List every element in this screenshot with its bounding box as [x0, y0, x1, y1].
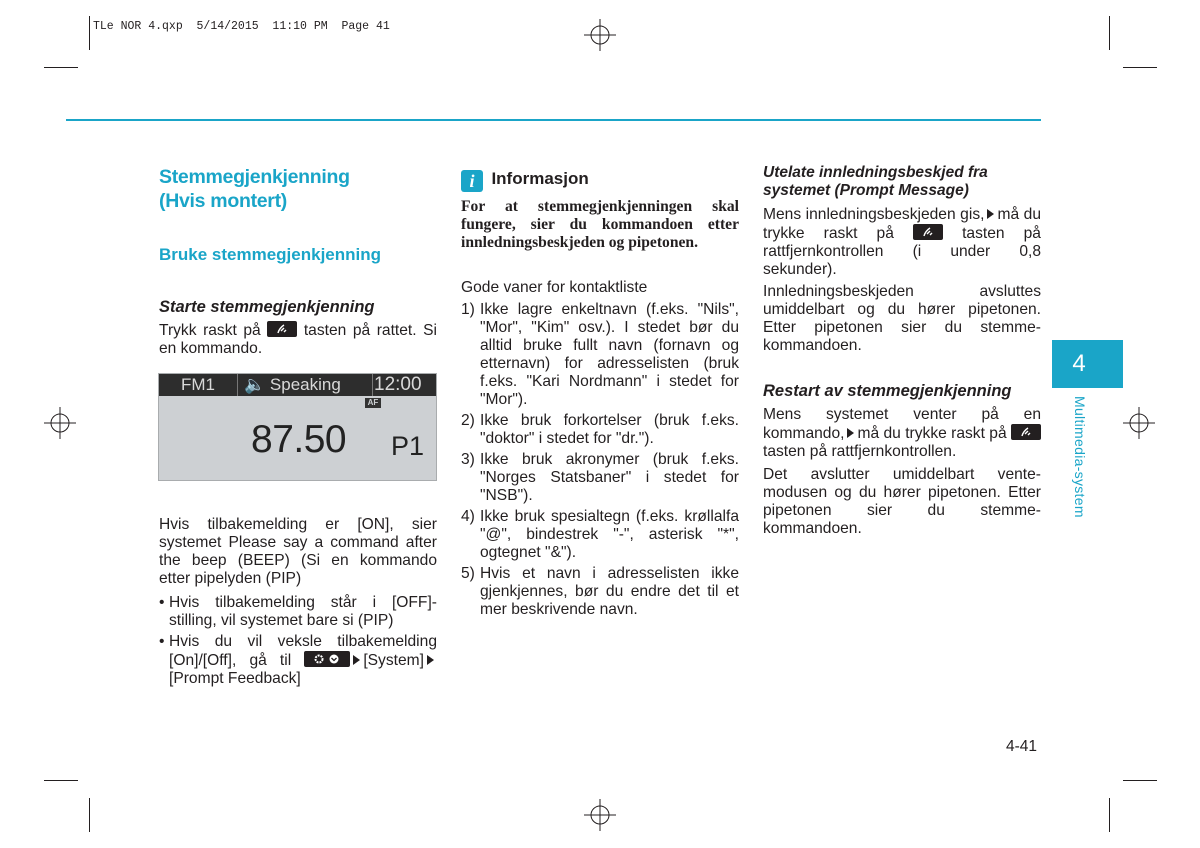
- restart-heading: Restart av stemmegjenkjenning: [763, 382, 1012, 400]
- af-indicator: AF: [365, 398, 381, 408]
- registration-mark-icon: [1123, 407, 1155, 439]
- list-item: 3) Ikke bruk akronymer (bruk f.eks. "Norges Statsbaner" i stedet for "NSB").: [461, 451, 739, 504]
- skip-paragraph: Mens innledningsbeskjeden gis, må du trykke raskt på tasten på rattfjernkontrollen (i under 0,8 sekunder).: [763, 206, 1041, 278]
- arrow-right-icon: [847, 428, 854, 438]
- crop-mark: [1123, 780, 1157, 781]
- start-heading: Starte stemmegjenkjenning: [159, 298, 375, 316]
- skip-heading: Utelate innledningsbeskjed fra systemet (Prompt Message): [763, 164, 988, 199]
- registration-mark-icon: [584, 19, 616, 51]
- crop-mark: [1123, 67, 1157, 68]
- restart-paragraph-2: Det avslutter umiddelbart vente-modusen og du hører pipetonen. Etter pipetonen sier du stemme-kommandoen.: [763, 466, 1041, 537]
- voice-recognition-button-icon: [267, 321, 297, 337]
- restart-paragraph: Mens systemet venter på en kommando, må du trykke raskt på tasten på rattfjernkontrollen.: [763, 406, 1041, 460]
- tips-list: [461, 301, 739, 622]
- crop-mark: [1109, 798, 1110, 832]
- page-number: 4-41: [1006, 738, 1038, 755]
- registration-mark-icon: [44, 407, 76, 439]
- speaker-icon: 🔈: [244, 375, 266, 394]
- arrow-right-icon: [427, 655, 434, 665]
- list-item: • Hvis tilbakemelding står i [OFF]-stilling, vil systemet bare si (PIP): [159, 594, 437, 629]
- feedback-paragraph: Hvis tilbakemelding er [ON], sier systemet Please say a command after the beep (BEEP) (Si en kommando etter pipelyden (PIP): [159, 516, 437, 587]
- crop-mark: [44, 67, 78, 68]
- speaking-indicator: 🔈 Speaking: [244, 375, 341, 394]
- audio-display-screenshot: [158, 373, 437, 481]
- skip-paragraph-2: Innledningsbeskjeden avsluttes umiddelbart og du hører pipetonen. Etter pipetonen sier du stemme-kommandoen.: [763, 283, 1041, 354]
- feedback-bullets: [159, 591, 437, 688]
- arrow-right-icon: [353, 655, 360, 665]
- crop-mark: [1109, 16, 1110, 50]
- chapter-number: 4: [1072, 350, 1086, 377]
- arrow-right-icon: [987, 209, 994, 219]
- crop-mark: [89, 16, 90, 50]
- frequency: 87.50: [251, 418, 347, 461]
- clock: 12:00: [374, 374, 422, 395]
- preset: P1: [391, 431, 425, 461]
- header-rule: [66, 119, 1041, 121]
- print-header: TLe NOR 4.qxp 5/14/2015 11:10 PM Page 41: [93, 20, 390, 33]
- section-subtitle: Bruke stemmegjenkjenning: [159, 245, 382, 264]
- chapter-side-label: Multimedia-system: [1072, 396, 1088, 518]
- list-item: 2) Ikke bruk forkortelser (bruk f.eks. "doktor" i stedet for "dr.").: [461, 412, 739, 447]
- tips-heading: Gode vaner for kontaktliste: [461, 279, 648, 296]
- list-item: 1) Ikke lagre enkeltnavn (f.eks. "Nils", "Mor", "Kim" osv.). I stedet bør du alltid bruke fullt navn (fornavn og etternavn) for adresselisten (bruk f.eks. "Kari Nordmann" i stedet for "Mor").: [461, 301, 739, 408]
- crop-mark: [44, 780, 78, 781]
- info-lead: For at stemmegjenkjenningen skal fungere, sier du kommandoen etter innledningsbeskjeden og pipetonen.: [461, 198, 739, 251]
- setup-button-icon: [304, 651, 350, 667]
- info-title: Informasjon: [491, 169, 589, 188]
- info-icon: i: [461, 170, 483, 192]
- section-title: Stemmegjenkjenning (Hvis montert): [159, 166, 350, 212]
- crop-mark: [89, 798, 90, 832]
- chapter-tab: [1052, 340, 1123, 388]
- voice-recognition-button-icon: [913, 224, 943, 240]
- start-paragraph: Trykk raskt på tasten på rattet. Si en kommando.: [159, 322, 437, 357]
- info-header: [461, 169, 589, 192]
- list-item: • Hvis du vil veksle tilbakemelding [On]/[Off], gå til [System] [Prompt Feedback]: [159, 633, 437, 687]
- list-item: 5) Hvis et navn i adresselisten ikke gjenkjennes, bør du endre det til et mer beskrivende navn.: [461, 565, 739, 618]
- list-item: 4) Ikke bruk spesialtegn (f.eks. krøllalfa "@", bindestrek "-", asterisk "*", ogtegnet "&").: [461, 508, 739, 561]
- registration-mark-icon: [584, 799, 616, 831]
- band-label: FM1: [181, 375, 215, 394]
- voice-recognition-button-icon: [1011, 424, 1041, 440]
